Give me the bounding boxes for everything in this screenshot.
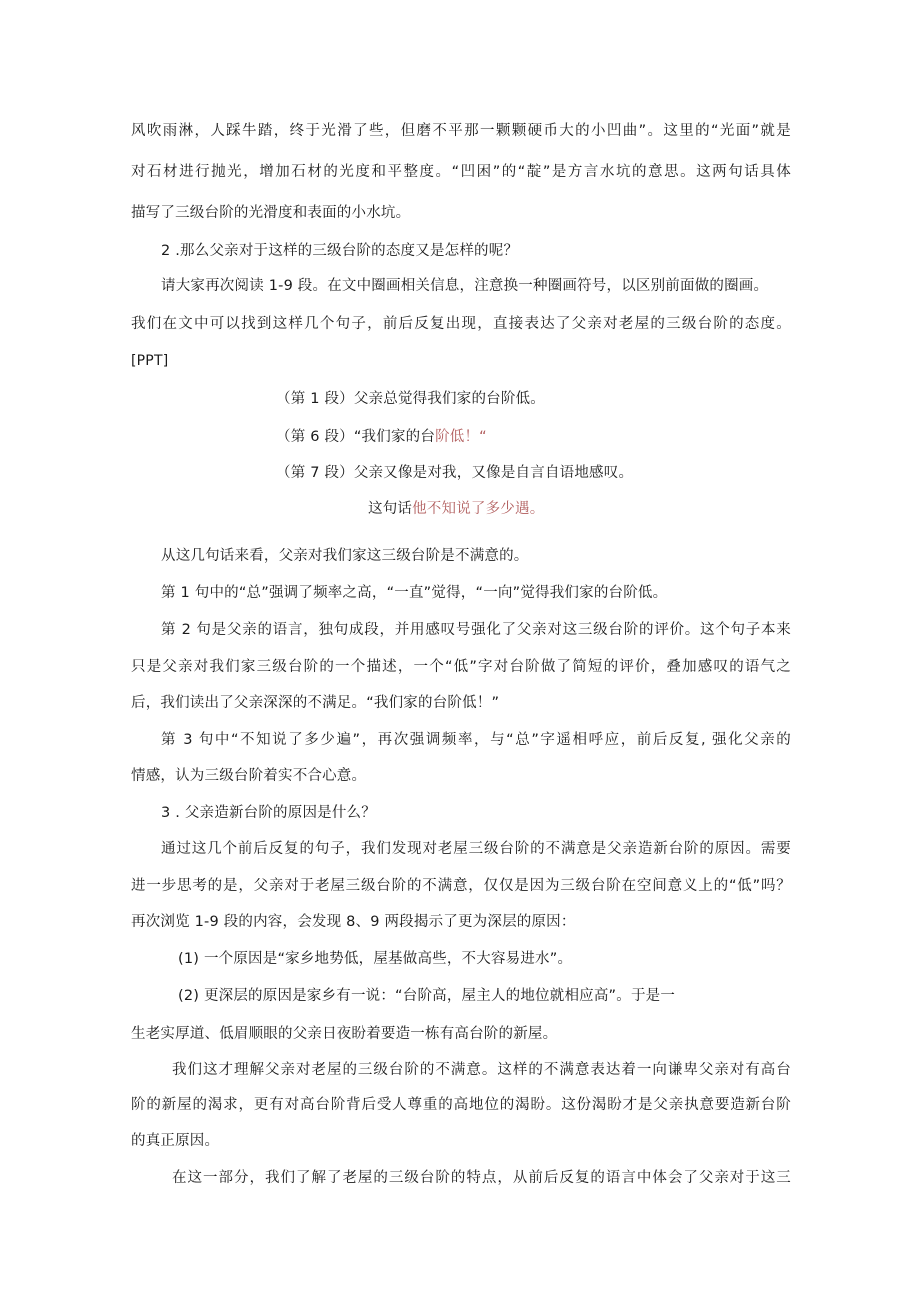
paragraph-line: 阶的新屋的渴求，更有对高台阶背后受人尊重的高地位的渴盼。这份渴盼才是父亲执意要造新台阶: [131, 1097, 791, 1113]
paragraph-line: 描写了三级台阶的光滑度和表面的小水坑。: [131, 205, 411, 221]
reason-item-1: (1) 一个原因是“家乡地势低，屋基做高些，不大容易进水”。: [178, 951, 573, 967]
ppt-label: [PPT]: [131, 353, 169, 369]
paragraph-line: 我们这才理解父亲对老屋的三级台阶的不满意。这样的不满意表达着一向谦卑父亲对有高台: [172, 1062, 791, 1078]
paragraph-line: 进一步思考的是，父亲对于老屋三级台阶的不满意，仅仅是因为三级台阶在空间意义上的“低”吗？: [131, 878, 791, 894]
paragraph-line: 对石材进行抛光，增加石材的光度和平整度。“凹困”的“靛”是方言水坑的意思。这两句话具体: [131, 164, 791, 180]
paragraph-line: 生老实厚道、低眉顺眼的父亲日夜盼着要造一栋有高台阶的新屋。: [131, 1026, 558, 1042]
quote-line-1: （第 1 段）父亲总觉得我们家的台阶低。: [276, 391, 545, 407]
paragraph-line: 请大家再次阅读 1-9 段。在文中圈画相关信息，注意换一种圈画符号，以区别前面做的圈画。: [161, 278, 769, 294]
paragraph-line: 的真正原因。: [131, 1133, 220, 1149]
paragraph-line: 情感，认为三级台阶着实不合心意。: [131, 768, 367, 784]
question-heading-2: 2 .那么父亲对于这样的三级台阶的态度又是怎样的呢？: [161, 243, 519, 259]
quote-text: （第 6 段）“我们家的台: [276, 429, 436, 445]
paragraph-line: 只是父亲对我们家三级台阶的一个描述，一个“低”字对台阶做了简短的评价，叠加感叹的语气之: [131, 659, 791, 675]
paragraph-line: 后，我们读出了父亲深深的不满足。“我们家的台阶低！”: [131, 695, 500, 711]
paragraph-line: 第 2 句是父亲的语言，独句成段，并用感叹号强化了父亲对这三级台阶的评价。这个句子本来: [161, 622, 791, 638]
quote-line-2: [276, 427, 487, 447]
paragraph-line: 在这一部分，我们了解了老屋的三级台阶的特点，从前后反复的语言中体会了父亲对于这三: [172, 1170, 791, 1186]
paragraph-line: 再次浏览 1-9 段的内容，会发现 8、9 两段揭示了更为深层的原因：: [131, 914, 576, 930]
paragraph-line: 第 3 句中“不知说了多少遍”，再次强调频率，与“总”字遥相呼应，前后反复, 强化父亲的: [161, 732, 791, 748]
quote-highlight: 阶低！“: [435, 429, 487, 445]
paragraph-line: 风吹雨淋，人踩牛踏，终于光滑了些，但磨不平那一颗颗硬币大的小凹曲”。这里的“光面”就是: [131, 123, 791, 139]
quote-text: 这句话: [368, 501, 413, 517]
quote-line-4: [368, 499, 544, 519]
question-heading-3: 3 . 父亲造新台阶的原因是什么？: [161, 805, 376, 821]
paragraph-line: 通过这几个前后反复的句子，我们发现对老屋三级台阶的不满意是父亲造新台阶的原因。需要: [161, 841, 791, 857]
paragraph-line: 从这几句话来看，父亲对我们家这三级台阶是不满意的。: [161, 548, 529, 564]
reason-item-2: (2) 更深层的原因是家乡有一说：“台阶高，屋主人的地位就相应高”。于是一: [178, 988, 676, 1004]
quote-line-3: （第 7 段）父亲又像是对我，又像是自言自语地感叹。: [276, 465, 634, 481]
paragraph-line: 第 1 句中的“总”强调了频率之高，“一直”觉得，“一向”觉得我们家的台阶低。: [161, 585, 668, 601]
paragraph-line: 我们在文中可以找到这样几个句子，前后反复出现，直接表达了父亲对老屋的三级台阶的态度。: [131, 316, 791, 332]
quote-highlight: 他不知说了多少遇。: [412, 501, 545, 517]
